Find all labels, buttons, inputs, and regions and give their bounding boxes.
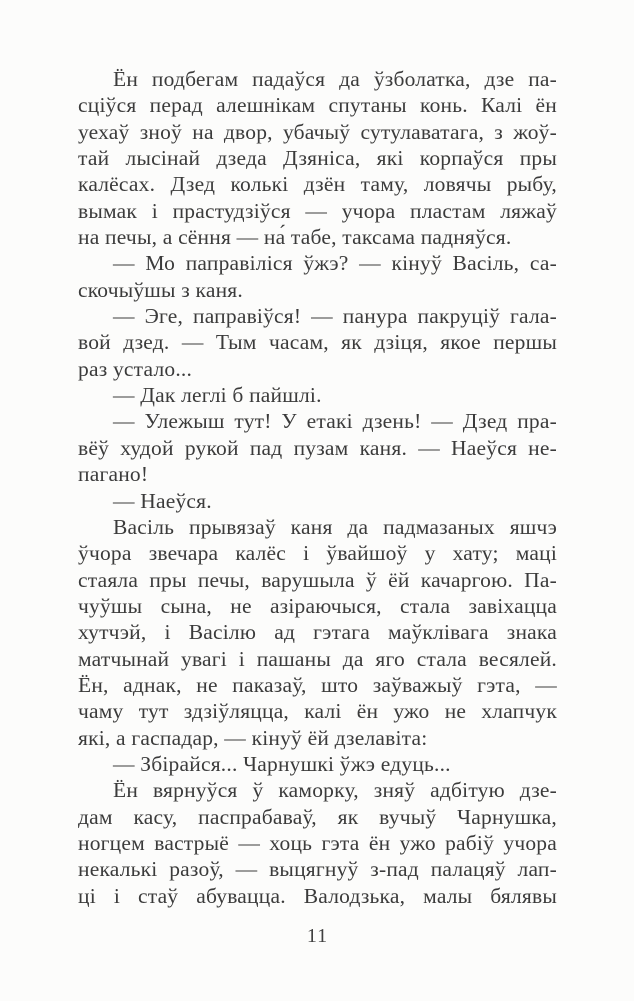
page-number: 11	[306, 925, 329, 947]
text-line: чаму тут здзіўляцца, калі ён ужо не хлапчук	[78, 699, 557, 724]
paragraph	[78, 777, 557, 909]
text-block	[78, 66, 557, 909]
paragraph	[78, 66, 557, 250]
text-line: — Збірайся... Чарнушкі ўжэ едуць...	[113, 751, 451, 776]
text-line: — Дак леглі б пайшлі.	[113, 383, 322, 408]
text-line: скочыўшы з каня.	[78, 277, 243, 302]
text-line: вымак і прастудзіўся — учора пластам ляжаў	[78, 198, 557, 223]
paragraph	[78, 408, 557, 487]
text-line: вой дзед. — Тым часам, як дзіця, якое першы	[78, 330, 557, 355]
paragraph	[78, 382, 557, 408]
text-line: дам касу, паспрабаваў, як вучыў Чарнушка,	[78, 804, 557, 829]
text-line: — Улежыш тут! У етакі дзень! — Дзед пра-	[113, 409, 557, 434]
text-line: калёсах. Дзед колькі дзён таму, ловячы рыбу,	[78, 172, 557, 197]
text-line: тай лысінай дзеда Дзяніса, які корпаўся пры	[78, 146, 557, 171]
paragraph	[78, 303, 557, 382]
paragraph	[78, 250, 557, 303]
text-line: стаяла пры печы, варушыла ў ёй качаргою. Па-	[78, 567, 557, 592]
text-line: ўчора звечара калёс і ўвайшоў у хату; маці	[78, 541, 557, 566]
text-line: на печы, а сёння — на́ табе, таксама падняўся.	[78, 225, 512, 250]
text-line: хутчэй, і Васілю ад гэтага маўклівага знака	[78, 620, 557, 645]
text-line: ці і стаў абувацца. Валодзька, малы бялявы	[78, 883, 557, 908]
text-line: вёў худой рукой пад пузам каня. — Наеўся не-	[78, 435, 557, 460]
text-line: Ён, аднак, не паказаў, што заўважыў гэта, —	[78, 672, 557, 697]
text-line: раз устало...	[78, 356, 193, 381]
text-line: Васіль прывязаў каня да падмазаных яшчэ	[113, 514, 557, 539]
paragraph	[78, 488, 557, 514]
text-line: Ён подбегам падаўся да ўзболатка, дзе па-	[113, 67, 557, 91]
text-line: сціўся перад алешнікам спутаны конь. Калі ён	[78, 93, 557, 118]
paragraph	[78, 751, 557, 777]
text-line: пагано!	[78, 462, 149, 487]
text-line: — Мо паправіліся ўжэ? — кінуў Васіль, са-	[113, 251, 557, 276]
paragraph	[78, 514, 557, 751]
text-line: некалькі разоў, — выцягнуў з-пад палацяў лап-	[78, 857, 557, 882]
text-line: матчынай увагі і пашаны да яго стала весялей.	[78, 646, 557, 671]
text-line: Ён вярнуўся ў каморку, зняў адбітую дзе-	[113, 778, 557, 803]
text-line: — Эге, паправіўся! — панура пакруціў гала-	[113, 304, 557, 329]
text-line: ногцем вастрыё — хоць гэта ён ужо рабіў учора	[78, 830, 557, 855]
text-line: чуўшы сына, не азіраючыся, стала завіхацца	[78, 593, 557, 618]
text-line: уехаў зноў на двор, убачыў сутулаватага, з жоў-	[78, 119, 557, 144]
text-line: які, а гаспадар, — кінуў ёй дзелавіта:	[78, 725, 428, 750]
text-line: — Наеўся.	[113, 488, 212, 513]
